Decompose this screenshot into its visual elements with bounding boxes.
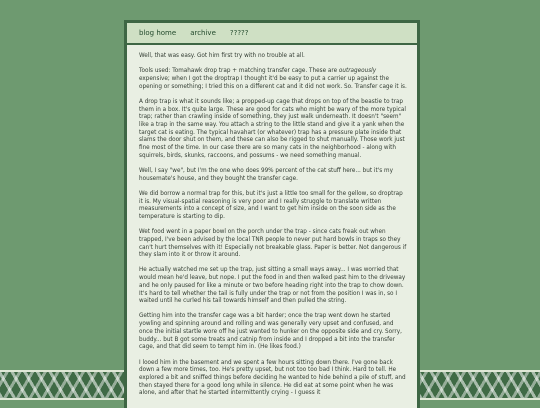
post-paragraph: We did borrow a normal trap for this, but it's just a little too small for the gellow, so droptrap it is. My visual-spatial reasoning is very poor and I really struggle to translate written measurements into a concept of size, and I want to get him inside on the soon side as the temperature is starting to dip. xyxy=(139,190,403,220)
post-paragraph: Wet food went in a paper bowl on the porch under the trap - since cats freak out when trapped, I've been advised by the local TNR people to never put hard bowls in traps so they can't hurt themselves with it! Especially not breakable glass. Paper is better. Not dangerous if they slam into it or throw it around. xyxy=(139,229,407,259)
post-paragraph: Getting him into the transfer cage was a bit harder; once the trap went down he started yowling and spinning around and rolling and was generally very upset and confused, and once the initial startle wore off he just wanted to hunker on the opposite side and cry. Sorry, buddy... but B got some treats and catnip from inside and I dropped a bit into the transfer cage, and that did seem to tempt him in. (He likes food.) xyxy=(139,313,402,351)
post-paragraph xyxy=(139,68,407,91)
post-text: Tools used: Tomahawk drop trap + matching transfer cage. These are xyxy=(139,68,339,75)
nav-mystery-link[interactable]: ????? xyxy=(229,29,249,37)
post-paragraph: A drop trap is what it sounds like; a propped-up cage that drops on top of the beastie to trap them in a box. It's quite large. These are good for cats who might be wary of the more typical trap; rather than crawling inside of something, they just walk underneath. It doesn't "seem" like a trap in the same way. You attach a string to the little stand and give it a yank when the target cat is eating. The typical havahart (or whatever) trap has a pressure plate inside that slams the door shut on them, and these can also be rigged to shut manually. Those work just fine most of the time. In our case there are so many cats in the neighborhood - along with squirrels, birds, skunks, raccoons, and possums - we need something manual. xyxy=(139,98,406,159)
nav-archive-link[interactable]: archive xyxy=(190,29,216,37)
post-text: expensive; when I got the droptrap I thought it'd be easy to put a carrier up against the opening or something; I tried this on a different cat and it did not work. So. Transfer cage it is. xyxy=(139,75,407,90)
post-paragraph: Well, I say "we", but I'm the one who does 99% percent of the cat stuff here... but it's my housemate's house, and they bought the transfer cage. xyxy=(139,167,393,182)
top-nav xyxy=(127,23,417,45)
post-paragraph: Well, that was easy. Got him first try with no trouble at all. xyxy=(139,53,305,59)
blog-page xyxy=(124,20,420,408)
nav-blog-home-link[interactable]: blog home xyxy=(139,29,177,37)
post-emphasis: outrageously xyxy=(338,68,377,75)
post-paragraph: I looed him in the basement and we spent a few hours sitting down there. I've gone back down a few more times, too. He's pretty upset, but not too too bad I think. Hard to tell. He explored a bit and sniffed things before deciding he wanted to hide behind a pile of stuff, and then stayed there for a good long while in silence. He did eat at some point when he was alone, and after that he started intermittently crying - I guess it xyxy=(139,359,406,397)
post-body xyxy=(127,45,417,398)
post-paragraph: He actually watched me set up the trap, just sitting a small ways away... I was worried that would mean he'd leave, but nope. I put the food in and then walked past him to the driveway and he only paused for like a minute or two before heading right into the trap to chow down. It's hard to tell whether the tail is fully under the trap or not from the position I was in, so I waited until he curled his tail towards himself and then pulled the string. xyxy=(139,267,406,305)
